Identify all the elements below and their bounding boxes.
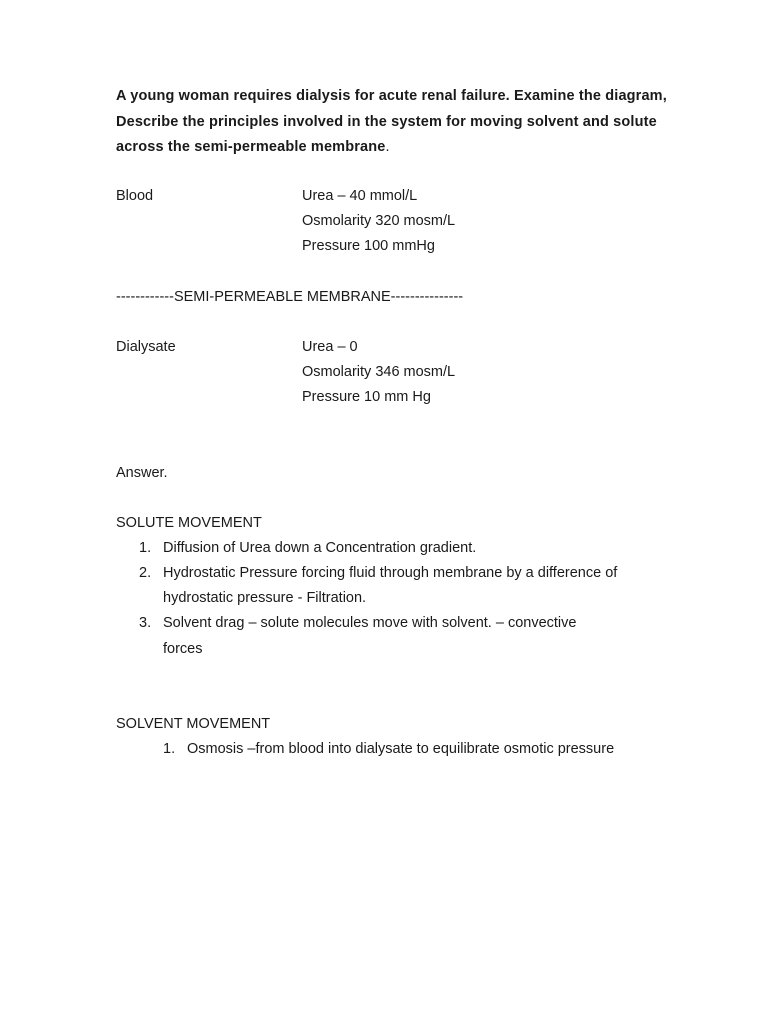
blood-urea: Urea – 40 mmol/L	[302, 188, 418, 204]
answer-label: Answer.	[116, 465, 168, 481]
solute-item-2-text: Hydrostatic Pressure forcing fluid through membrane by a difference of	[163, 565, 618, 581]
solute-item-2-text-cont: hydrostatic pressure - Filtration.	[163, 590, 367, 606]
solute-item-1-text: Diffusion of Urea down a Concentration gradient.	[163, 540, 477, 556]
solute-item-1-number: 1.	[139, 540, 152, 556]
solute-item-3-text-cont: forces	[163, 641, 203, 657]
solvent-item-1-text: Osmosis –from blood into dialysate to equilibrate osmotic pressure	[187, 741, 615, 757]
solute-item-2-number: 2.	[139, 565, 152, 581]
membrane-line: ------------SEMI-PERMEABLE MEMBRANE---------------	[116, 289, 464, 305]
dialysate-label: Dialysate	[116, 339, 176, 355]
solute-item-3-number: 3.	[139, 615, 152, 631]
blood-label: Blood	[116, 188, 154, 204]
dialysate-pressure: Pressure 10 mm Hg	[302, 389, 431, 405]
solvent-item-1-number: 1.	[163, 741, 176, 757]
question-period: .	[385, 139, 390, 155]
blood-pressure: Pressure 100 mmHg	[302, 238, 435, 254]
question-paragraph	[116, 84, 676, 161]
solvent-heading: SOLVENT MOVEMENT	[116, 716, 271, 732]
dialysate-osmolarity: Osmolarity 346 mosm/L	[302, 364, 456, 380]
question-text: A young woman requires dialysis for acute renal failure. Examine the diagram, Describe the principles involved in the system for moving solvent and solute across the semi-permeable membrane	[116, 88, 667, 155]
solute-item-3-text: Solvent drag – solute molecules move with solvent. – convective	[163, 615, 577, 631]
blood-osmolarity: Osmolarity 320 mosm/L	[302, 213, 456, 229]
solute-heading: SOLUTE MOVEMENT	[116, 515, 262, 531]
dialysate-urea: Urea – 0	[302, 339, 358, 355]
